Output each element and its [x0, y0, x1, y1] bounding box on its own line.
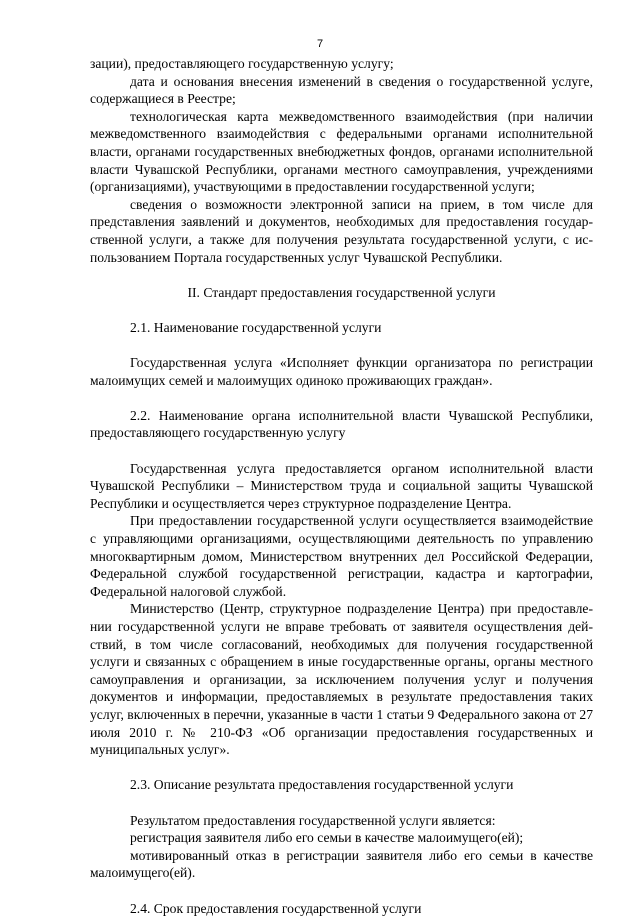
- paragraph-registry-changes: дата и основания внесения изменений в сведения о государственной услуге, содержащиеся в Реестре;: [90, 73, 593, 108]
- section-heading: II. Стандарт предоставления государственной услуги: [90, 284, 593, 302]
- spacer: [90, 389, 593, 407]
- spacer: [90, 337, 593, 355]
- spacer: [90, 266, 593, 284]
- paragraph-result-registration: регистрация заявителя либо его семьи в качестве малоимущего(ей);: [90, 829, 593, 847]
- paragraph-service-name: Государственная услуга «Исполняет функции организатора по регистрации малоимущих семей и малоимущих одиноко проживающих граждан».: [90, 354, 593, 389]
- subsection-heading-2-3: 2.3. Описание результата предоставления государственной услуги: [90, 776, 593, 794]
- subsection-heading-2-4: 2.4. Срок предоставления государственной услуги: [90, 900, 593, 917]
- spacer: [90, 759, 593, 777]
- paragraph-tech-map: технологическая карта межведомственного взаимодействия (при наличии межведомственного взаимодействия с федеральными органами исполнительной власти, органами государственных внебюджетных фондов, органами исполнительной власти Чувашской Республики, органами местного самоуправления, учреждениями (организациями), участвующими в предоставлении государственной услуги;: [90, 108, 593, 196]
- subsection-heading-2-1: 2.1. Наименование государственной услуги: [90, 319, 593, 337]
- subsection-heading-2-2: 2.2. Наименование органа исполнительной власти Чувашской Республики, предоставляющего государственную услугу: [90, 407, 593, 442]
- spacer: [90, 794, 593, 812]
- document-body: [90, 55, 593, 917]
- paragraph-providing-authority: Государственная услуга предоставляется органом исполнительной власти Чувашской Республики – Министерством труда и социальной защиты Чувашской Республики и осуществляется через структурное подразделение Центра.: [90, 460, 593, 513]
- paragraph-result-intro: Результатом предоставления государственной услуги является:: [90, 812, 593, 830]
- paragraph-electronic-appointment: сведения о возможности электронной записи на прием, в том числе для представления заявлений и документов, необходимых для предоставления государственной услуги, а также для получения результата государственной услуги, с использованием Портала государственных услуг Чувашской Республики.: [90, 196, 593, 266]
- paragraph-interaction: При предоставлении государственной услуги осуществляется взаимодействие с управляющими организациями, осуществляющими деятельность по управлению многоквартирным домом, Министерством внутренних дел Российской Федерации, Федеральной службой государственной регистрации, кадастра и картографии, Федеральной налоговой службой.: [90, 512, 593, 600]
- spacer: [90, 442, 593, 460]
- paragraph-continuation: зации), предоставляющего государственную услугу;: [90, 55, 593, 73]
- paragraph-restrictions: Министерство (Центр, структурное подразделение Центра) при предоставлении государственной услуги не вправе требовать от заявителя осуществления действий, в том числе согласований, необходимых для получения государственной услуги и связанных с обращением в иные государственные органы, органы местного самоуправления и организации, за исключением получения услуг и получения документов и информации, предоставляемых в результате предоставления таких услуг, включенных в перечни, указанные в части 1 статьи 9 Федерального закона от 27 июля 2010 г. № 210-ФЗ «Об организации предоставления государственных и муниципальных услуг».: [90, 600, 593, 758]
- paragraph-result-refusal: мотивированный отказ в регистрации заявителя либо его семьи в качестве малоимущего(ей).: [90, 847, 593, 882]
- page-number: 7: [0, 38, 640, 50]
- spacer: [90, 882, 593, 900]
- spacer: [90, 301, 593, 319]
